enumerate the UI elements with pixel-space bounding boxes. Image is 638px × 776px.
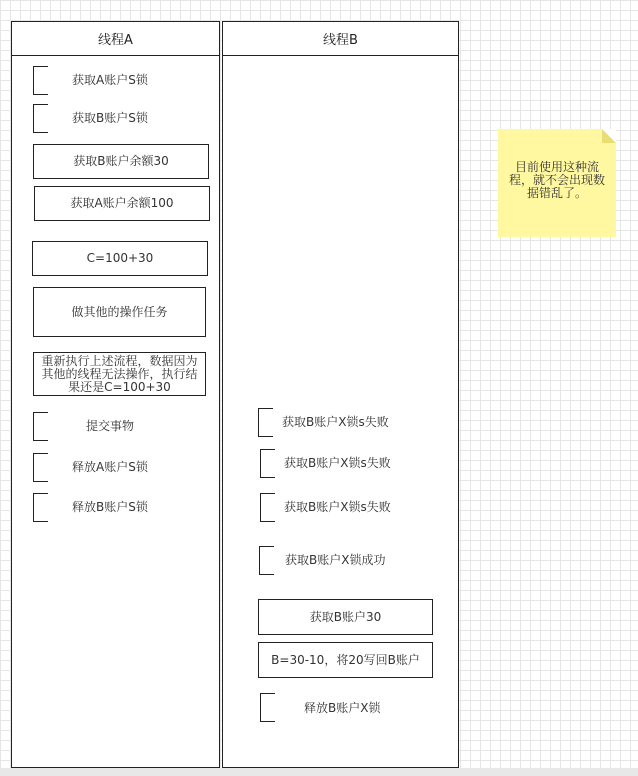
step-b-lock-success: 获取B账户X锁成功 [285, 553, 386, 567]
step-b-lock-fail-1: 获取B账户X锁s失败 [282, 415, 389, 429]
step-b-release-x: 释放B账户X锁 [304, 701, 381, 715]
step-a-read-b-balance: 获取B账户余额30 [33, 144, 209, 179]
step-bracket [33, 66, 48, 95]
lane-a-title: 线程A [12, 22, 219, 56]
note-text: 目前使用这种流程，就不会出现数据错乱了。 [508, 160, 605, 200]
step-bracket [33, 412, 48, 441]
step-b-lock-fail-3: 获取B账户X锁s失败 [284, 500, 391, 514]
step-bracket [259, 546, 274, 575]
lane-b-title: 线程B [223, 22, 458, 56]
step-bracket [33, 453, 48, 482]
step-bracket [260, 449, 275, 478]
step-a-lock-a-s: 获取A账户S锁 [72, 73, 148, 87]
step-a-compute: C=100+30 [32, 241, 208, 276]
sticky-note [498, 129, 616, 237]
step-b-lock-fail-2: 获取B账户X锁s失败 [284, 456, 391, 470]
step-a-release-b-s: 释放B账户S锁 [72, 500, 148, 514]
step-a-commit: 提交事物 [86, 419, 135, 433]
note-fold-corner [602, 129, 616, 143]
step-a-read-a-balance: 获取A账户余额100 [34, 186, 210, 221]
step-a-other-tasks: 做其他的操作任务 [33, 287, 206, 337]
step-a-lock-b-s: 获取B账户S锁 [72, 111, 148, 125]
step-b-read-b: 获取B账户30 [258, 599, 433, 635]
step-bracket [33, 104, 48, 133]
step-a-release-a-s: 释放A账户S锁 [72, 460, 148, 474]
step-a-rerun: 重新执行上述流程，数据因为其他的线程无法操作，执行结果还是C=100+30 [33, 352, 206, 396]
step-bracket [260, 693, 275, 722]
bottom-scrollbar[interactable] [0, 768, 638, 776]
step-bracket [33, 493, 48, 522]
step-bracket [260, 493, 275, 522]
step-b-write-b: B=30-10，将20写回B账户 [258, 642, 433, 678]
step-bracket [258, 408, 273, 437]
